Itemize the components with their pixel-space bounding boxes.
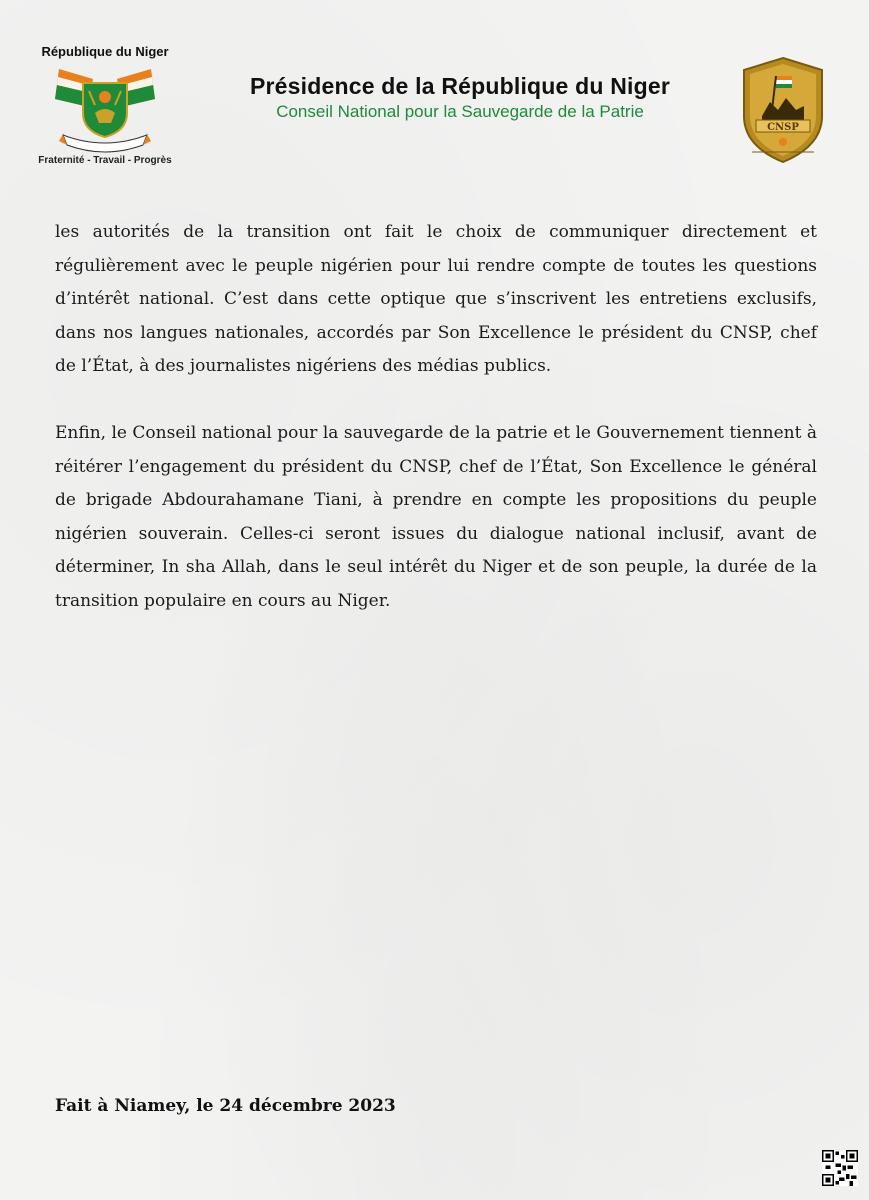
body-paragraph: Enfin, le Conseil national pour la sauvegarde de la patrie et le Gouvernement tiennent à réitérer l’engagement du président du CNSP, chef de l’État, Son Excellence le général de brigade Abdourahamane Tiani, à prendre en compte les propositions du peuple nigérien souverain. Celles-ci seront issues du dialogue national inclusif, avant de déterminer, In sha Allah, dans le seul intérêt du Niger et de son peuple, la durée de la transition populaire en cours au Niger. [55,422,817,611]
communique-body [55,216,817,619]
niger-coat-of-arms-icon [45,61,165,153]
letterhead-titles [200,72,720,123]
page-subtitle: Conseil National pour la Sauvegarde de la Patrie [276,102,644,121]
qr-code-icon [822,1150,858,1186]
cnsp-emblem-text: CNSP [767,122,799,133]
signature-line: Fait à Niamey, le 24 décembre 2023 [55,1096,396,1116]
letterhead [0,0,869,200]
cnsp-shield-icon [738,54,828,166]
body-paragraph: les autorités de la transition ont fait le choix de communiquer directement et régulièrement avec le peuple nigérien pour lui rendre compte de toutes les questions d’intérêt national. C’est dans cette optique que s’inscrivent les entretiens exclusifs, dans nos langues nationales, accordés par Son Excellence le président du CNSP, chef de l’État, à des journalistes nigériens des médias publics. [55,222,817,377]
republic-label: République du Niger [41,44,169,59]
page-title: Présidence de la République du Niger [249,73,671,99]
republic-emblem-block [30,44,180,172]
republic-motto: Fraternité - Travail - Progrès [38,155,172,166]
